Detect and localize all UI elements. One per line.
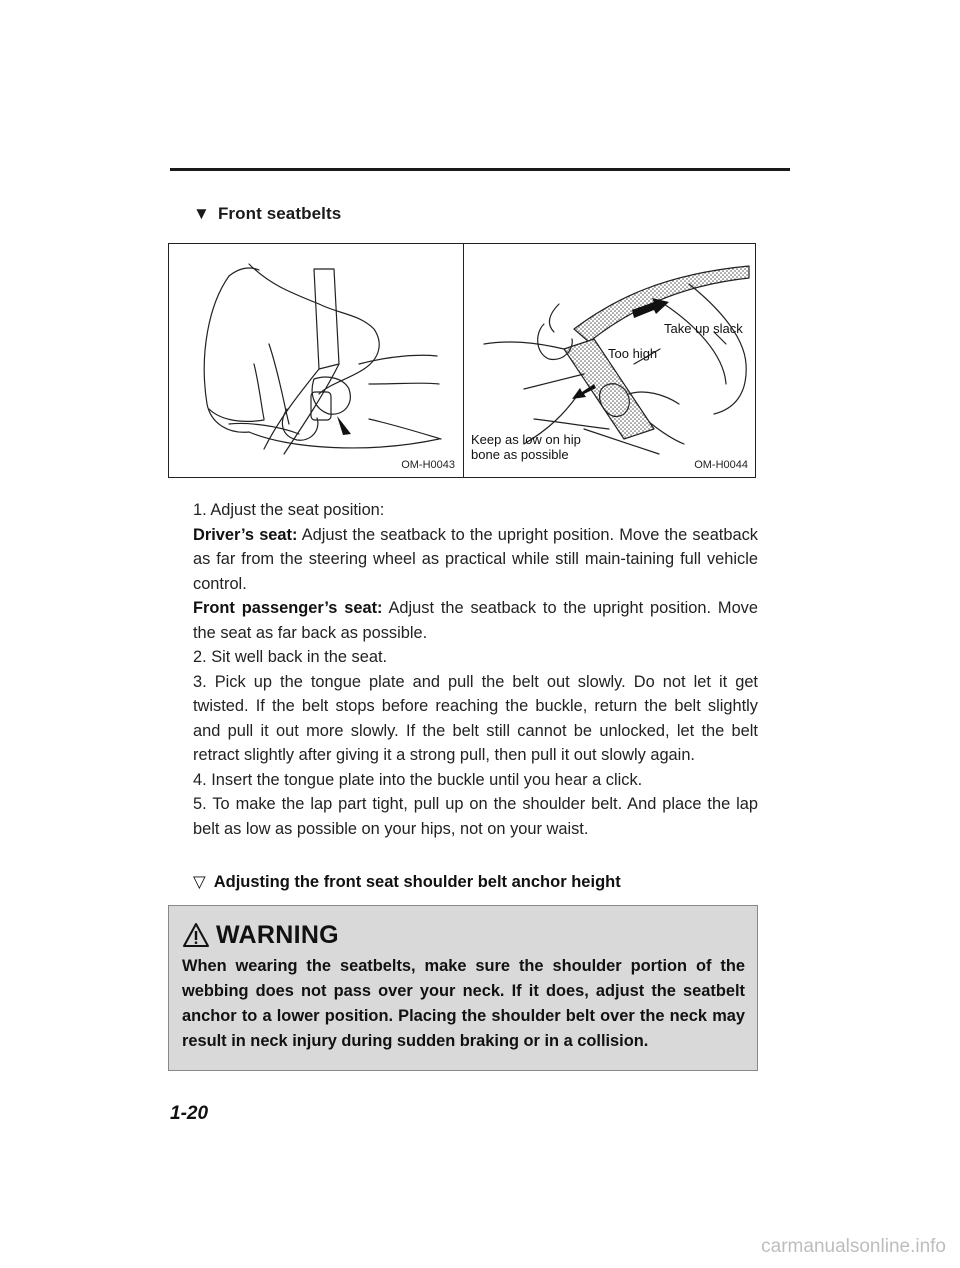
passenger-seat-text: Adjust the seatback to the upright position. Move the seat as far back as possible. <box>193 599 758 642</box>
seatbelt-illustrations <box>168 243 756 478</box>
illustration-fastening-buckle <box>169 244 463 477</box>
step-1: 1. Adjust the seat position: <box>193 501 385 519</box>
warning-box <box>168 905 758 1071</box>
illustration-belt-adjust <box>464 244 756 477</box>
watermark: carmanualsonline.info <box>761 1236 946 1257</box>
callout-too-high: Too high <box>608 346 658 361</box>
callout-keep-low-1: Keep as low on hip <box>471 432 581 447</box>
top-rule <box>170 168 790 171</box>
section-marker-icon: ▼ <box>193 204 210 223</box>
step-2: 2. Sit well back in the seat. <box>193 648 388 666</box>
instructions <box>193 498 758 841</box>
subsection-title: Adjusting the front seat shoulder belt anchor height <box>213 873 621 891</box>
passenger-seat-label: Front passenger’s seat: <box>193 599 383 617</box>
buckle-illustration-icon <box>169 244 463 477</box>
warning-title: WARNING <box>216 920 339 949</box>
warning-text: When wearing the seatbelts, make sure the shoulder portion of the webbing does not pass over your neck. If it does, adjust the seatbelt anchor to a lower position. Placing the shoulder belt over the neck may result in neck injury during sudden braking or in a collision. <box>182 957 745 1050</box>
section-title-text: Front seatbelts <box>217 204 342 223</box>
callout-keep-low-2: bone as possible <box>471 447 569 462</box>
step-1-passenger <box>193 596 758 645</box>
driver-seat-label: Driver’s seat: <box>193 525 298 544</box>
step-4: 4. Insert the tongue plate into the buckle until you hear a click. <box>193 770 643 789</box>
section-title <box>193 204 341 224</box>
subsection-marker-icon: ▽ <box>193 873 206 891</box>
subsection-heading <box>193 872 621 892</box>
callout-take-up-slack: Take up slack <box>664 321 743 336</box>
step-5: 5. To make the lap part tight, pull up on the shoulder belt. And place the lap belt as low as possible on your hips, not on your waist. <box>193 795 758 838</box>
warning-triangle-icon <box>182 922 210 948</box>
figure-code-right: OM-H0044 <box>694 459 748 471</box>
step-1-driver <box>193 523 758 597</box>
warning-header <box>182 920 745 950</box>
step-3: 3. Pick up the tongue plate and pull the belt out slowly. Do not let it get twisted. If the belt stops before reaching the buckle, return the belt slightly and pull it out more slowly. If the belt still cannot be unlocked, let the belt retract slightly after giving it a strong pull, then pull it out slowly again. <box>193 672 758 764</box>
figure-code-left: OM-H0043 <box>401 459 455 471</box>
driver-seat-text: Adjust the seatback to the upright position. Move the seatback as far from the steering wheel as practical while still main-taining full vehicle control. <box>193 525 758 593</box>
page-number: 1-20 <box>170 1103 209 1124</box>
